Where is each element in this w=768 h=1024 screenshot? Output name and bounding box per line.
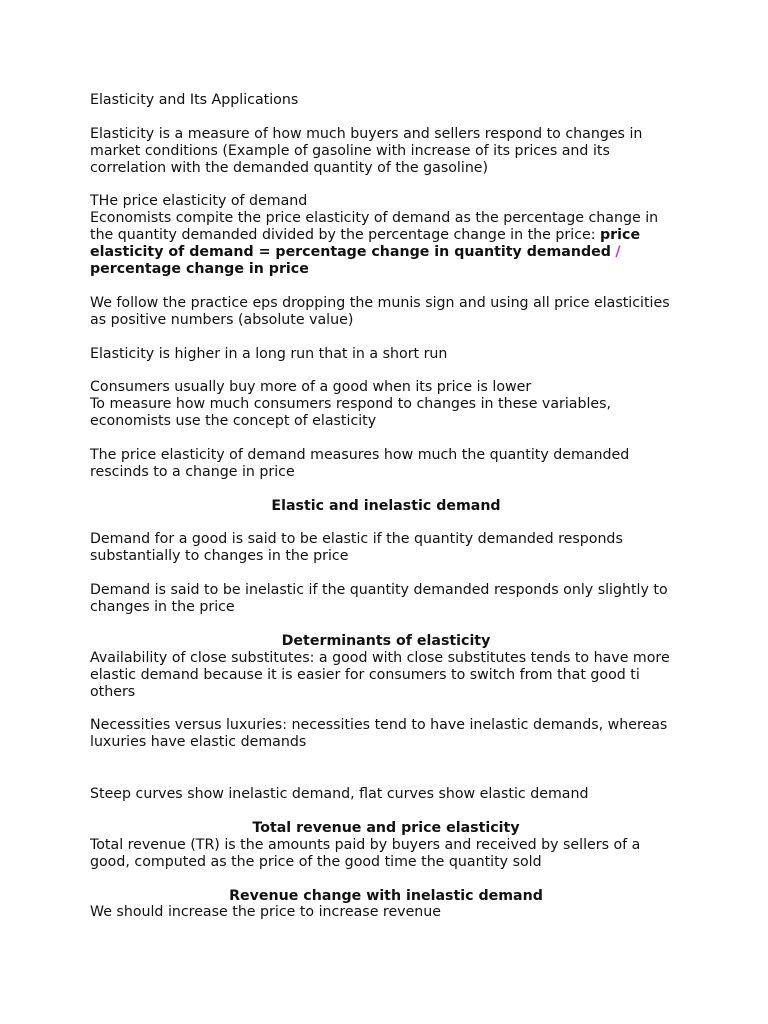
ped-formula-numerator: price elasticity of demand = percentage change in quantity demanded	[90, 227, 641, 261]
necessities-paragraph: Necessities versus luxuries: necessities tend to have inelastic demands, whereas luxuries have elastic demands	[90, 717, 668, 751]
increase-price-paragraph: We should increase the price to increase revenue	[90, 904, 442, 921]
curves-paragraph: Steep curves show inelastic demand, flat curves show elastic demand	[90, 786, 589, 803]
heading-total-revenue: Total revenue and price elasticity	[252, 819, 520, 836]
consumers-paragraph-2: To measure how much consumers respond to changes in these variables, economists use the concept of elasticity	[90, 396, 612, 430]
ped-paragraph	[90, 210, 682, 278]
inelastic-definition: Demand is said to be inelastic if the quantity demanded responds only slightly to changes in the price	[90, 582, 668, 616]
ped-text: Economists compite the price elasticity of demand as the percentage change in the quantity demanded divided by the percentage change in the price:	[90, 210, 659, 244]
elastic-definition: Demand for a good is said to be elastic if the quantity demanded responds substantially to changes in the price	[90, 531, 623, 565]
document-body	[90, 92, 682, 921]
ped-heading: THe price elasticity of demand	[90, 193, 308, 210]
heading-elastic-inelastic: Elastic and inelastic demand	[271, 497, 501, 514]
heading-determinants: Determinants of elasticity	[281, 632, 491, 649]
ped-measure-paragraph: The price elasticity of demand measures how much the quantity demanded rescinds to a change in price	[90, 446, 630, 480]
consumers-paragraph-1: Consumers usually buy more of a good when its price is lower	[90, 379, 532, 396]
document-title: Elasticity and Its Applications	[90, 92, 299, 108]
practice-paragraph: We follow the practice eps dropping the munis sign and using all price elasticities as positive numbers (absolute value)	[90, 294, 670, 328]
heading-inelastic-revenue: Revenue change with inelastic demand	[229, 887, 543, 904]
revenue-definition: Total revenue (TR) is the amounts paid by buyers and received by sellers of a good, computed as the price of the good time the quantity sold	[90, 836, 641, 870]
intro-paragraph: Elasticity is a measure of how much buyers and sellers respond to changes in market conditions (Example of gasoline with increase of its prices and its correlation with the demanded quantity of the gasoline)	[90, 125, 643, 176]
substitutes-paragraph: Availability of close substitutes: a good with close substitutes tends to have more elastic demand because it is easier for consumers to switch from that good ti others	[90, 649, 670, 700]
ped-formula-denominator: percentage change in price	[90, 261, 309, 278]
ped-formula-slash: /	[615, 244, 621, 261]
long-run-paragraph: Elasticity is higher in a long run that in a short run	[90, 345, 448, 362]
